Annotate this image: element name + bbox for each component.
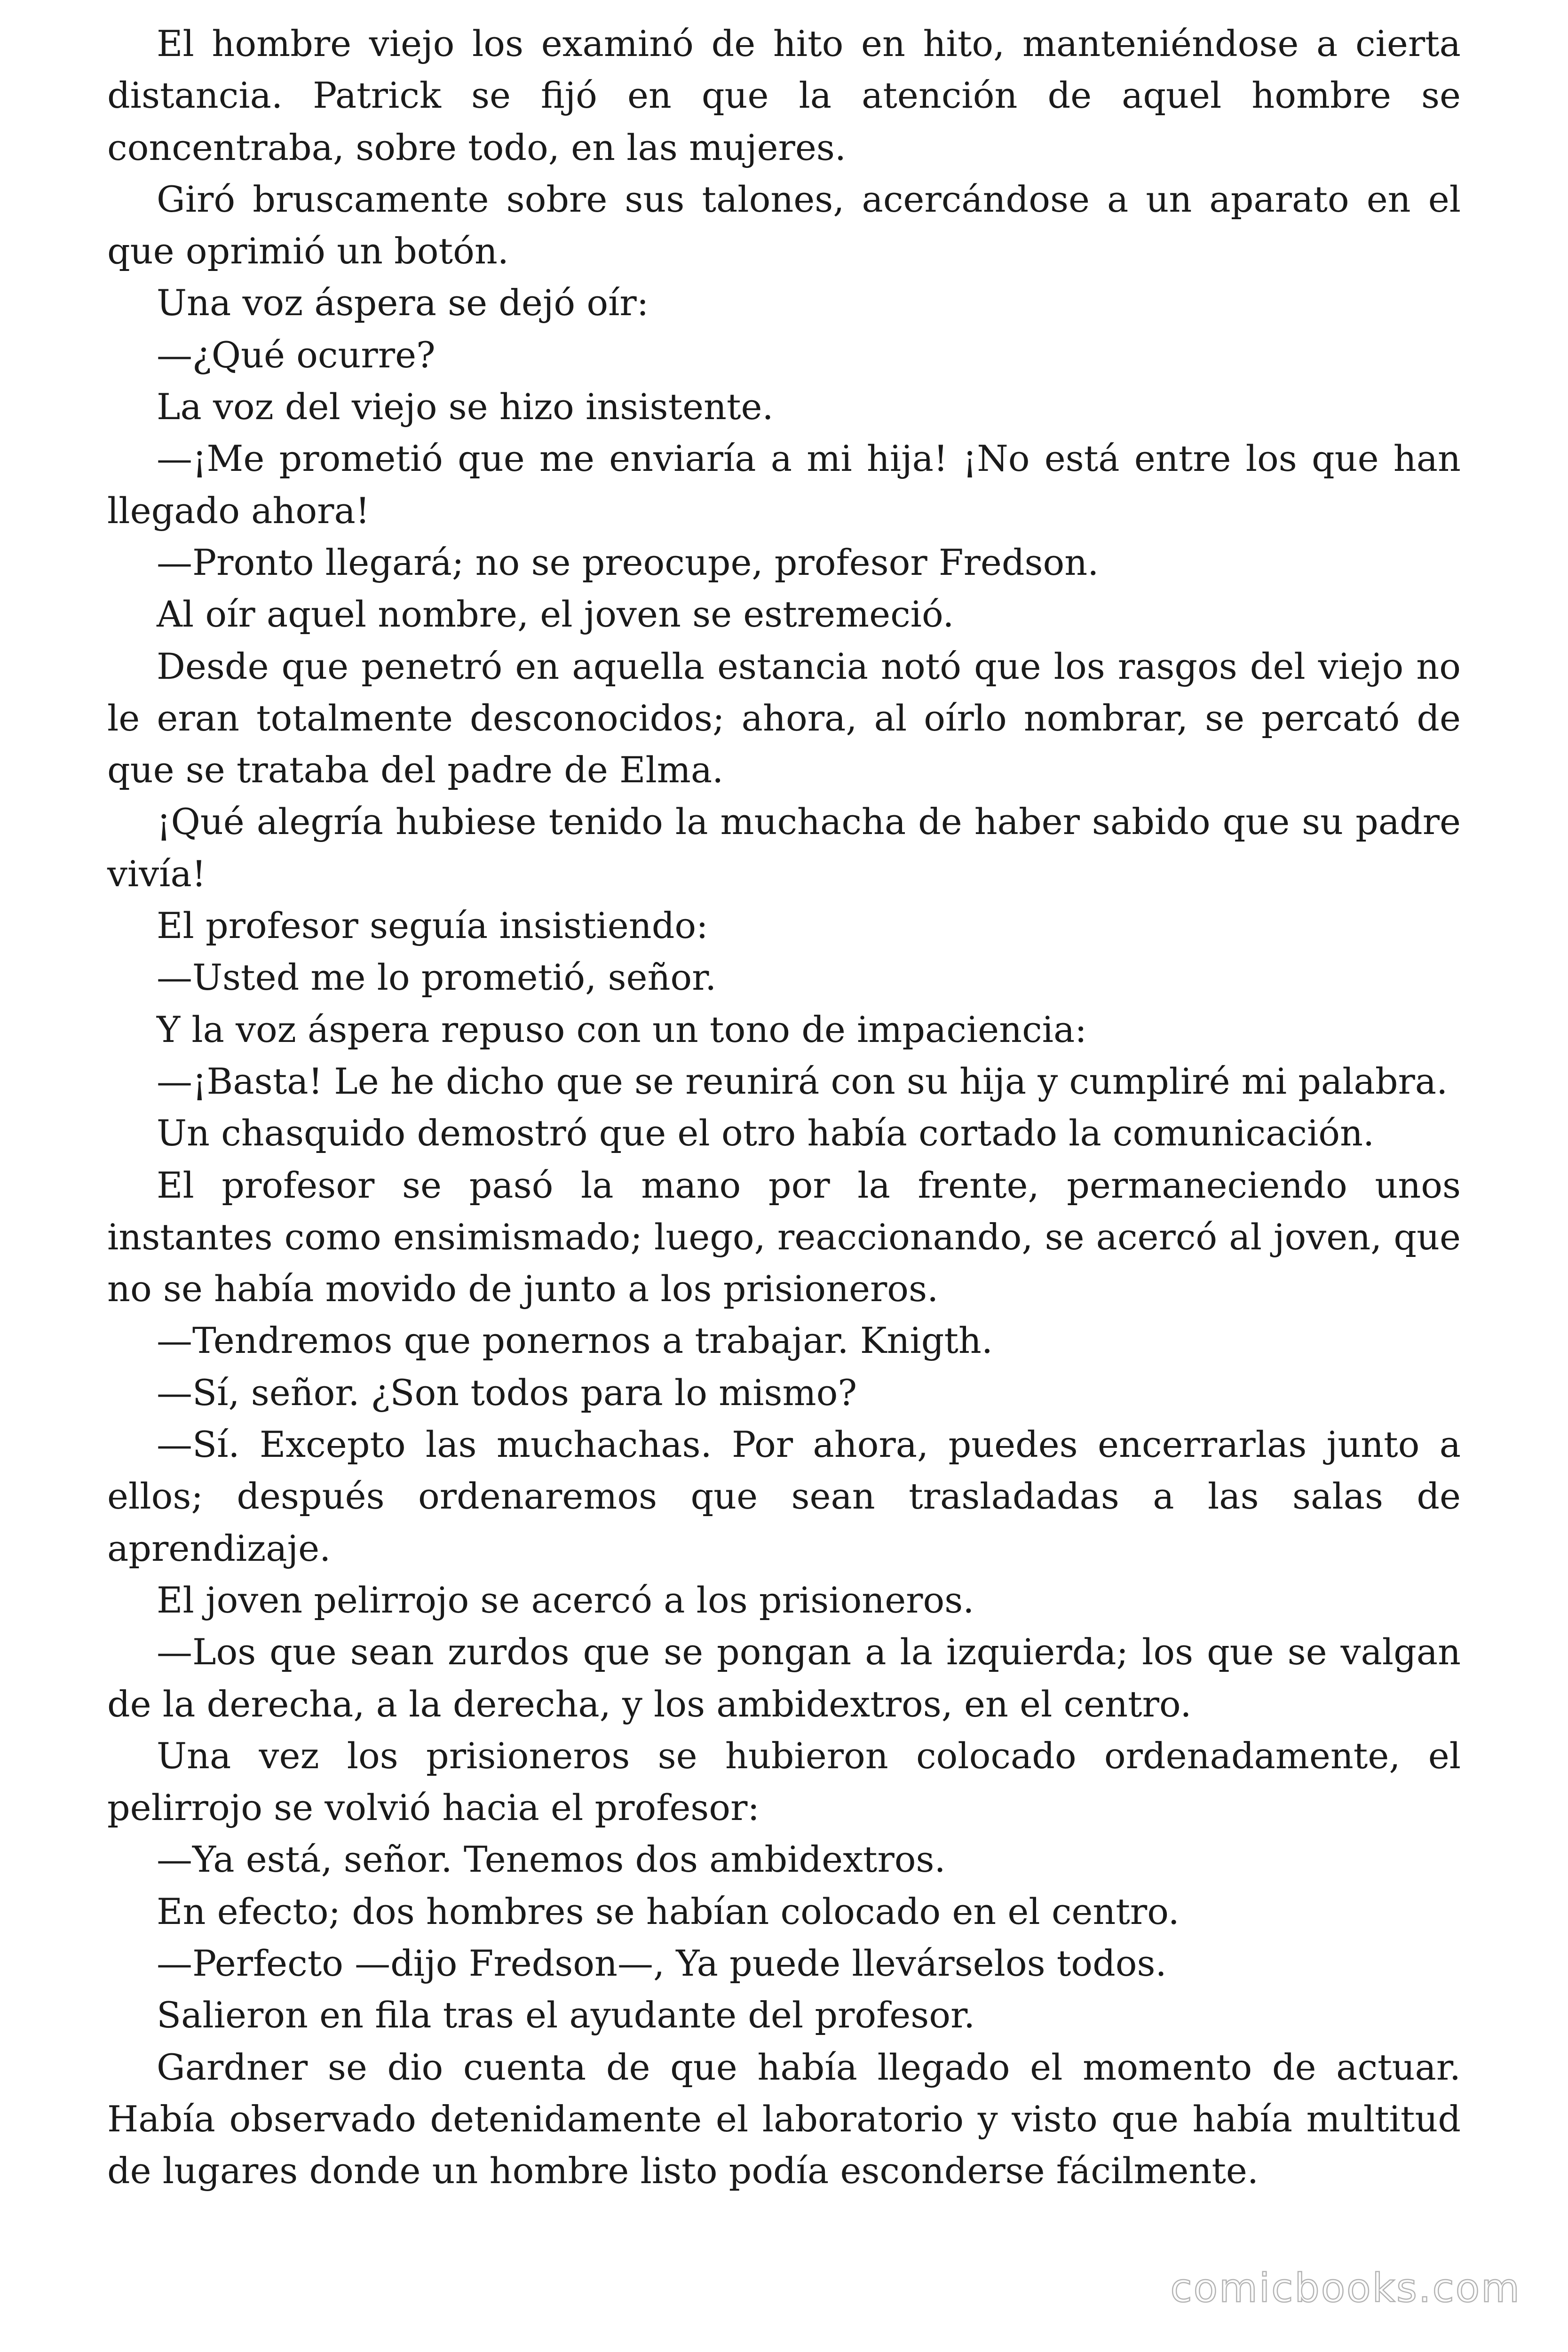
paragraph: Una vez los prisioneros se hubieron colocado ordenadamente, el pelirrojo se volvió hacia el profesor: bbox=[107, 1734, 1461, 1829]
page-body-text bbox=[107, 18, 1461, 2197]
paragraph: —¿Qué ocurre? bbox=[157, 334, 436, 376]
paragraph: Salieron en fila tras el ayudante del profesor. bbox=[157, 1994, 975, 2036]
paragraph: El profesor seguía insistiendo: bbox=[157, 905, 708, 947]
paragraph: —¡Basta! Le he dicho que se reunirá con su hija y cumpliré mi palabra. bbox=[157, 1060, 1448, 1102]
paragraph: Giró bruscamente sobre sus talones, acercándose a un aparato en el que oprimió un botón. bbox=[107, 178, 1461, 272]
paragraph: El hombre viejo los examinó de hito en hito, manteniéndose a cierta distancia. Patrick se fijó en que la atención de aquel hombre se concentraba, sobre todo, en las mujeres. bbox=[107, 23, 1461, 168]
paragraph: Al oír aquel nombre, el joven se estremeció. bbox=[157, 593, 954, 636]
paragraph: Y la voz áspera repuso con un tono de impaciencia: bbox=[157, 1008, 1087, 1050]
paragraph: —Ya está, señor. Tenemos dos ambidextros. bbox=[157, 1838, 946, 1881]
paragraph: —Sí, señor. ¿Son todos para lo mismo? bbox=[157, 1371, 857, 1414]
paragraph: —Sí. Excepto las muchachas. Por ahora, puedes encerrarlas junto a ellos; después ordenaremos que sean trasladadas a las salas de aprendizaje. bbox=[107, 1423, 1461, 1569]
paragraph: —Pronto llegará; no se preocupe, profesor Fredson. bbox=[157, 541, 1099, 583]
paragraph: —¡Me prometió que me enviaría a mi hija! ¡No está entre los que han llegado ahora! bbox=[107, 437, 1461, 532]
paragraph: ¡Qué alegría hubiese tenido la muchacha de haber sabido que su padre vivía! bbox=[107, 801, 1461, 895]
paragraph: Gardner se dio cuenta de que había llegado el momento de actuar. Había observado detenidamente el laboratorio y visto que había multitud de lugares donde un hombre listo podía esconderse fácilmente. bbox=[107, 2046, 1461, 2192]
paragraph: —Los que sean zurdos que se pongan a la izquierda; los que se valgan de la derecha, a la derecha, y los ambidextros, en el centro. bbox=[107, 1631, 1461, 1725]
watermark: comicbooks.com bbox=[1170, 2265, 1521, 2311]
paragraph: La voz del viejo se hizo insistente. bbox=[157, 386, 774, 428]
paragraph: El joven pelirrojo se acercó a los prisioneros. bbox=[157, 1579, 974, 1621]
paragraph: —Usted me lo prometió, señor. bbox=[157, 956, 717, 999]
paragraph: —Perfecto —dijo Fredson—, Ya puede llevárselos todos. bbox=[157, 1942, 1167, 1984]
paragraph: Una voz áspera se dejó oír: bbox=[157, 282, 649, 324]
paragraph: Un chasquido demostró que el otro había cortado la comunicación. bbox=[157, 1112, 1375, 1154]
paragraph: En efecto; dos hombres se habían colocado en el centro. bbox=[157, 1890, 1180, 1932]
paragraph: Desde que penetró en aquella estancia notó que los rasgos del viejo no le eran totalmente desconocidos; ahora, al oírlo nombrar, se percató de que se trataba del padre de Elma. bbox=[107, 645, 1461, 791]
paragraph: El profesor se pasó la mano por la frente, permaneciendo unos instantes como ensimismado; luego, reaccionando, se acercó al joven, que no se había movido de junto a los prisioneros. bbox=[107, 1164, 1461, 1310]
paragraph: —Tendremos que ponernos a trabajar. Knigth. bbox=[157, 1319, 993, 1362]
